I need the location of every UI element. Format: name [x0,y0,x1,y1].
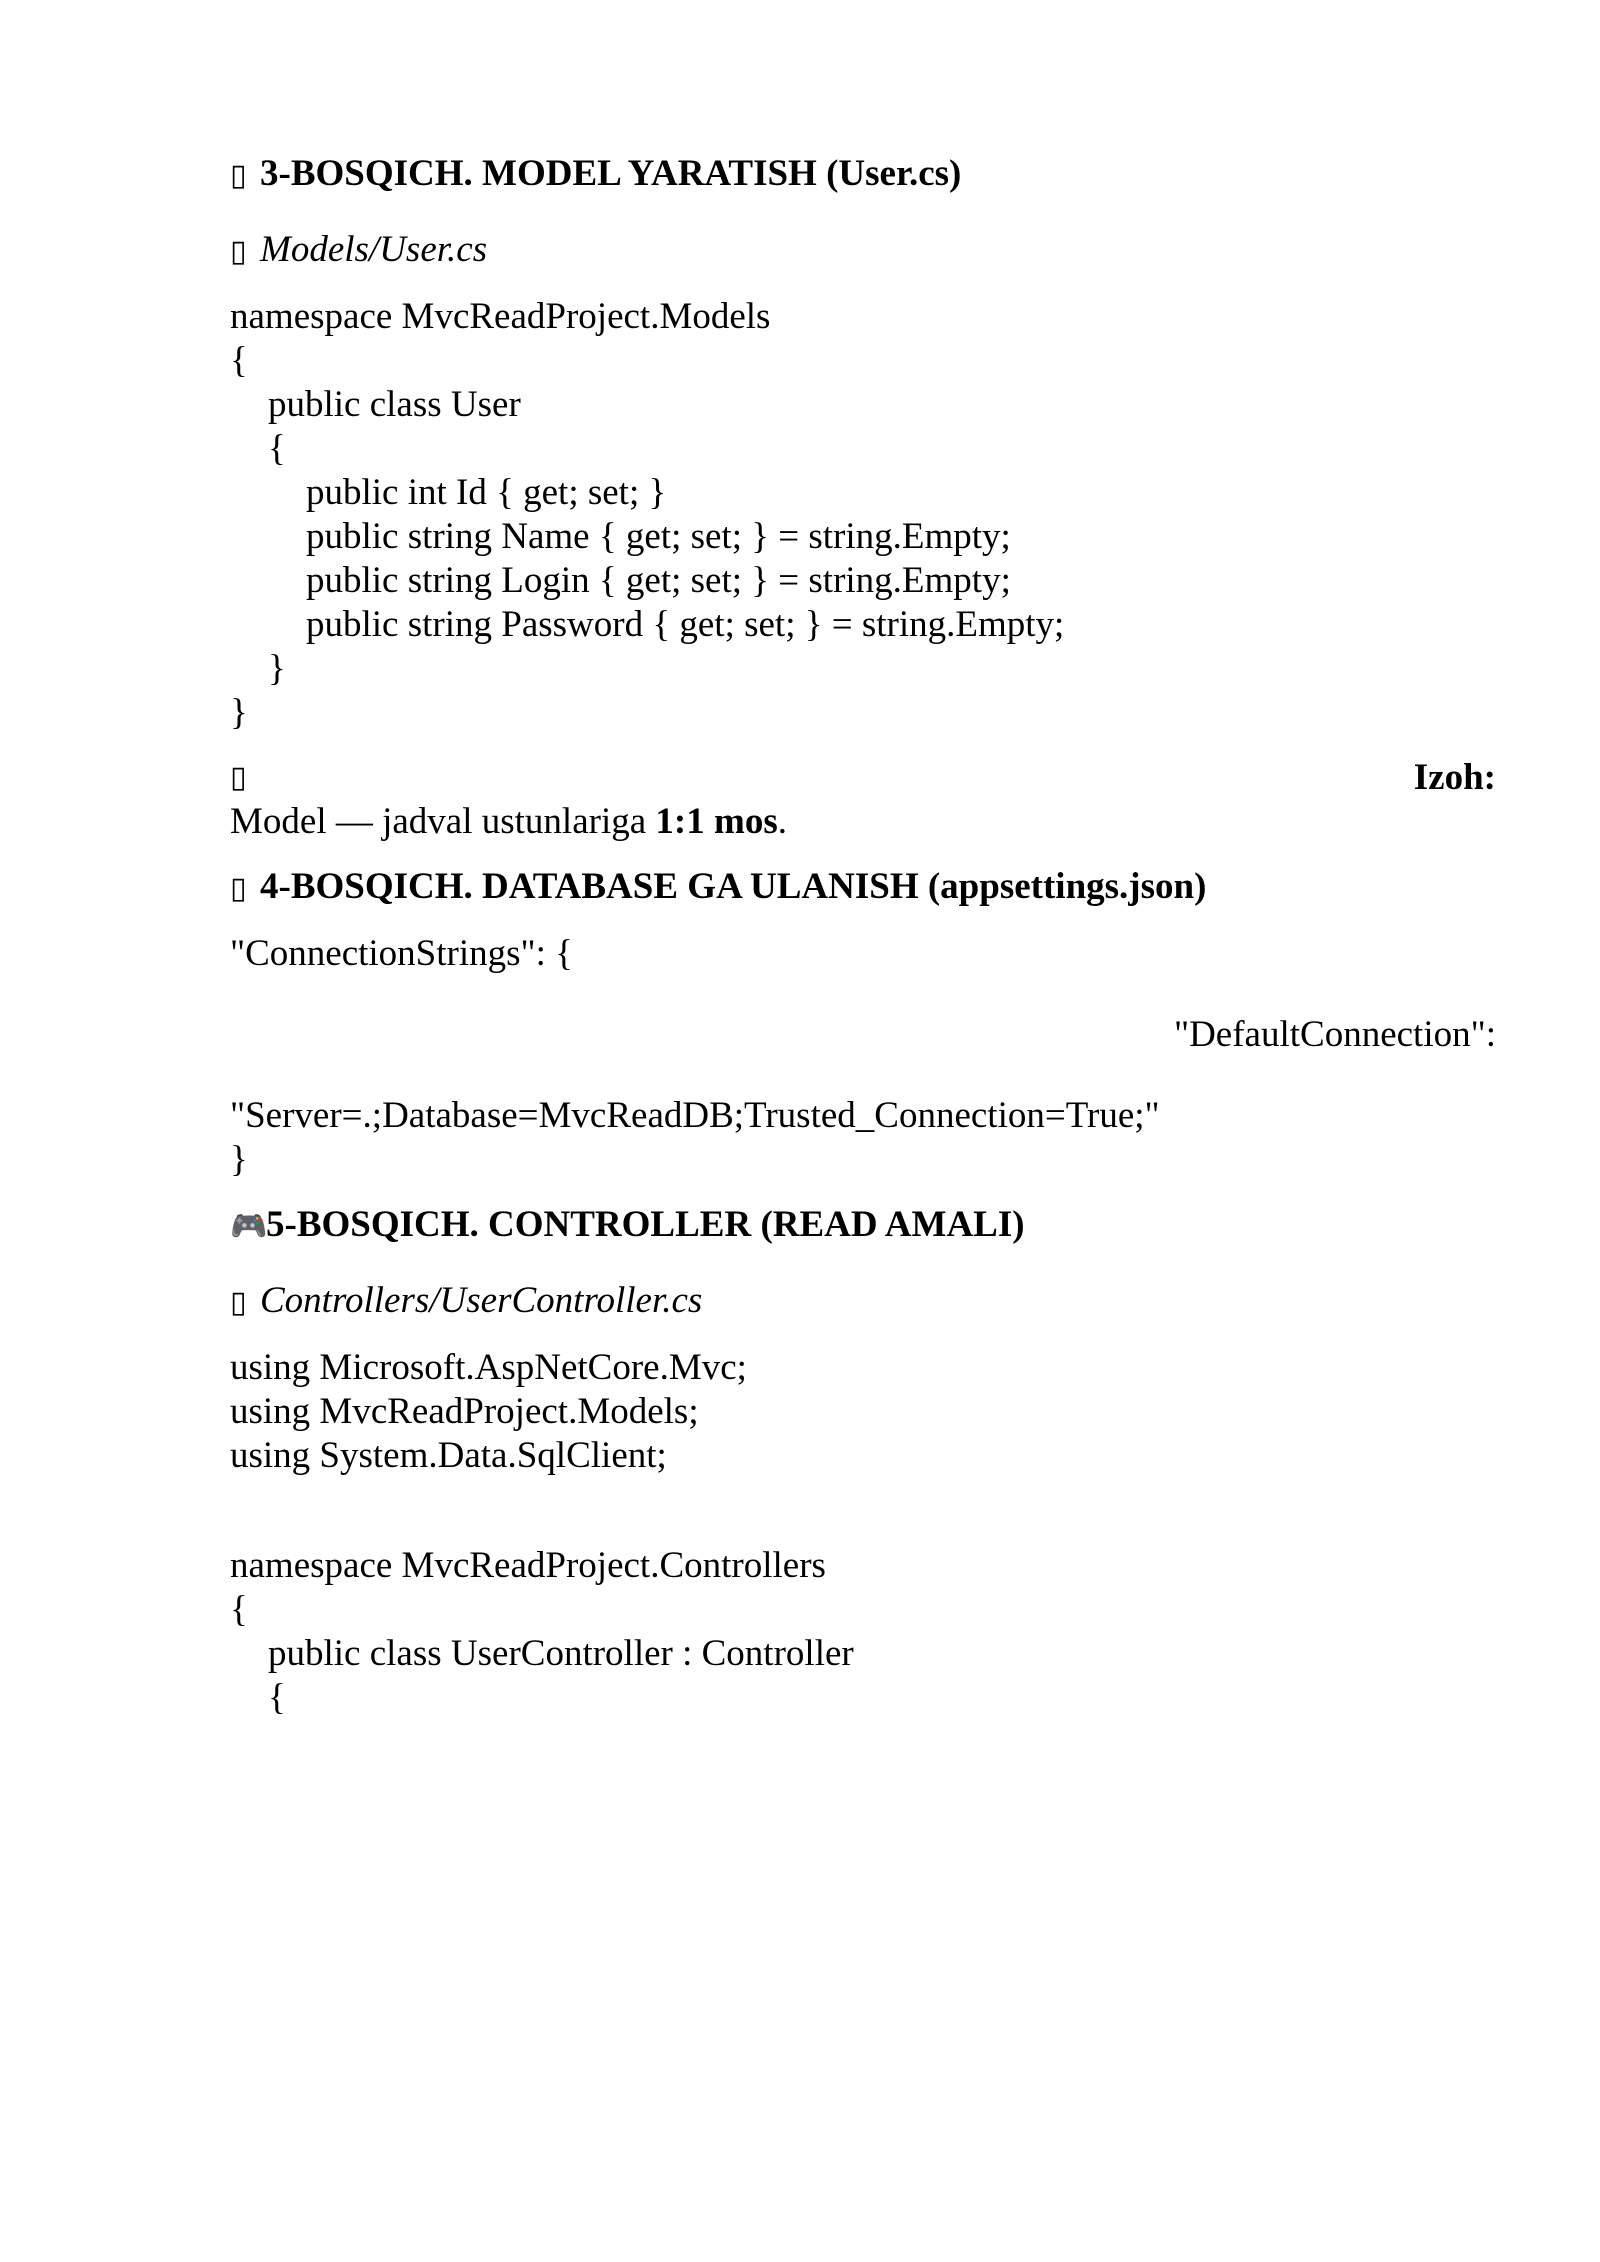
note-heading [230,756,1496,800]
file-path-controller-text: Controllers/UserController.cs [260,1280,703,1321]
missing-glyph-icon: ▯ [230,760,247,795]
missing-glyph-icon: ▯ [230,234,247,269]
code-line: { [268,1677,286,1718]
missing-glyph-icon: ▯ [230,871,247,906]
section-5-title: 5-BOSQICH. CONTROLLER (READ AMALI) [266,1204,1025,1245]
note-text-end: . [777,801,787,842]
code-line: public string Login { get; set; } = string.Empty; [306,560,1011,601]
code-line: } [230,692,248,733]
code-line: using System.Data.SqlClient; [230,1435,667,1476]
json-code-block [230,932,1496,1182]
code-line-value: "Server=.;Database=MvcReadDB;Trusted_Connection=True;" [230,1095,1160,1136]
code-line: "ConnectionStrings": { [230,933,573,974]
code-line: } [268,648,286,689]
file-path-model-text: Models/User.cs [260,229,488,270]
code-line: { [268,428,286,469]
code-line-key: "DefaultConnection": [1173,1014,1496,1055]
code-line: using Microsoft.AspNetCore.Mvc; [230,1347,747,1388]
file-path-controller [230,1279,1496,1325]
controller-code-block [230,1346,1496,1720]
missing-glyph-icon: ▯ [230,1285,247,1320]
code-line: public int Id { get; set; } [306,472,667,513]
section-4-title: 4-BOSQICH. DATABASE GA ULANISH (appsettings.json) [260,866,1207,907]
code-line: namespace MvcReadProject.Models [230,296,771,337]
code-line: } [230,1139,248,1180]
note-text-start: Model — jadval ustunlariga [230,801,656,842]
section-3-title: 3-BOSQICH. MODEL YARATISH (User.cs) [260,153,962,194]
gamepad-icon: 🎮 [230,1209,268,1244]
code-line: public string Name { get; set; } = string.Empty; [306,516,1011,557]
note-text [230,800,1496,844]
code-line: { [230,1589,248,1630]
file-path-model [230,228,1496,274]
code-line: namespace MvcReadProject.Controllers [230,1545,826,1586]
section-3-heading [230,152,1496,198]
section-4-heading [230,865,1496,911]
code-line: public string Password { get; set; } = string.Empty; [306,604,1065,645]
missing-glyph-icon: ▯ [230,158,247,193]
note-text-bold: 1:1 mos [655,801,778,842]
note-label: Izoh: [1413,757,1496,798]
blank-line [230,1478,1496,1544]
code-line: public class UserController : Controller [268,1633,854,1674]
document-page [230,152,1496,1720]
code-line: public class User [268,384,521,425]
code-line: using MvcReadProject.Models; [230,1391,699,1432]
model-code-block [230,295,1496,735]
code-line: { [230,340,248,381]
section-5-heading [230,1203,1496,1249]
